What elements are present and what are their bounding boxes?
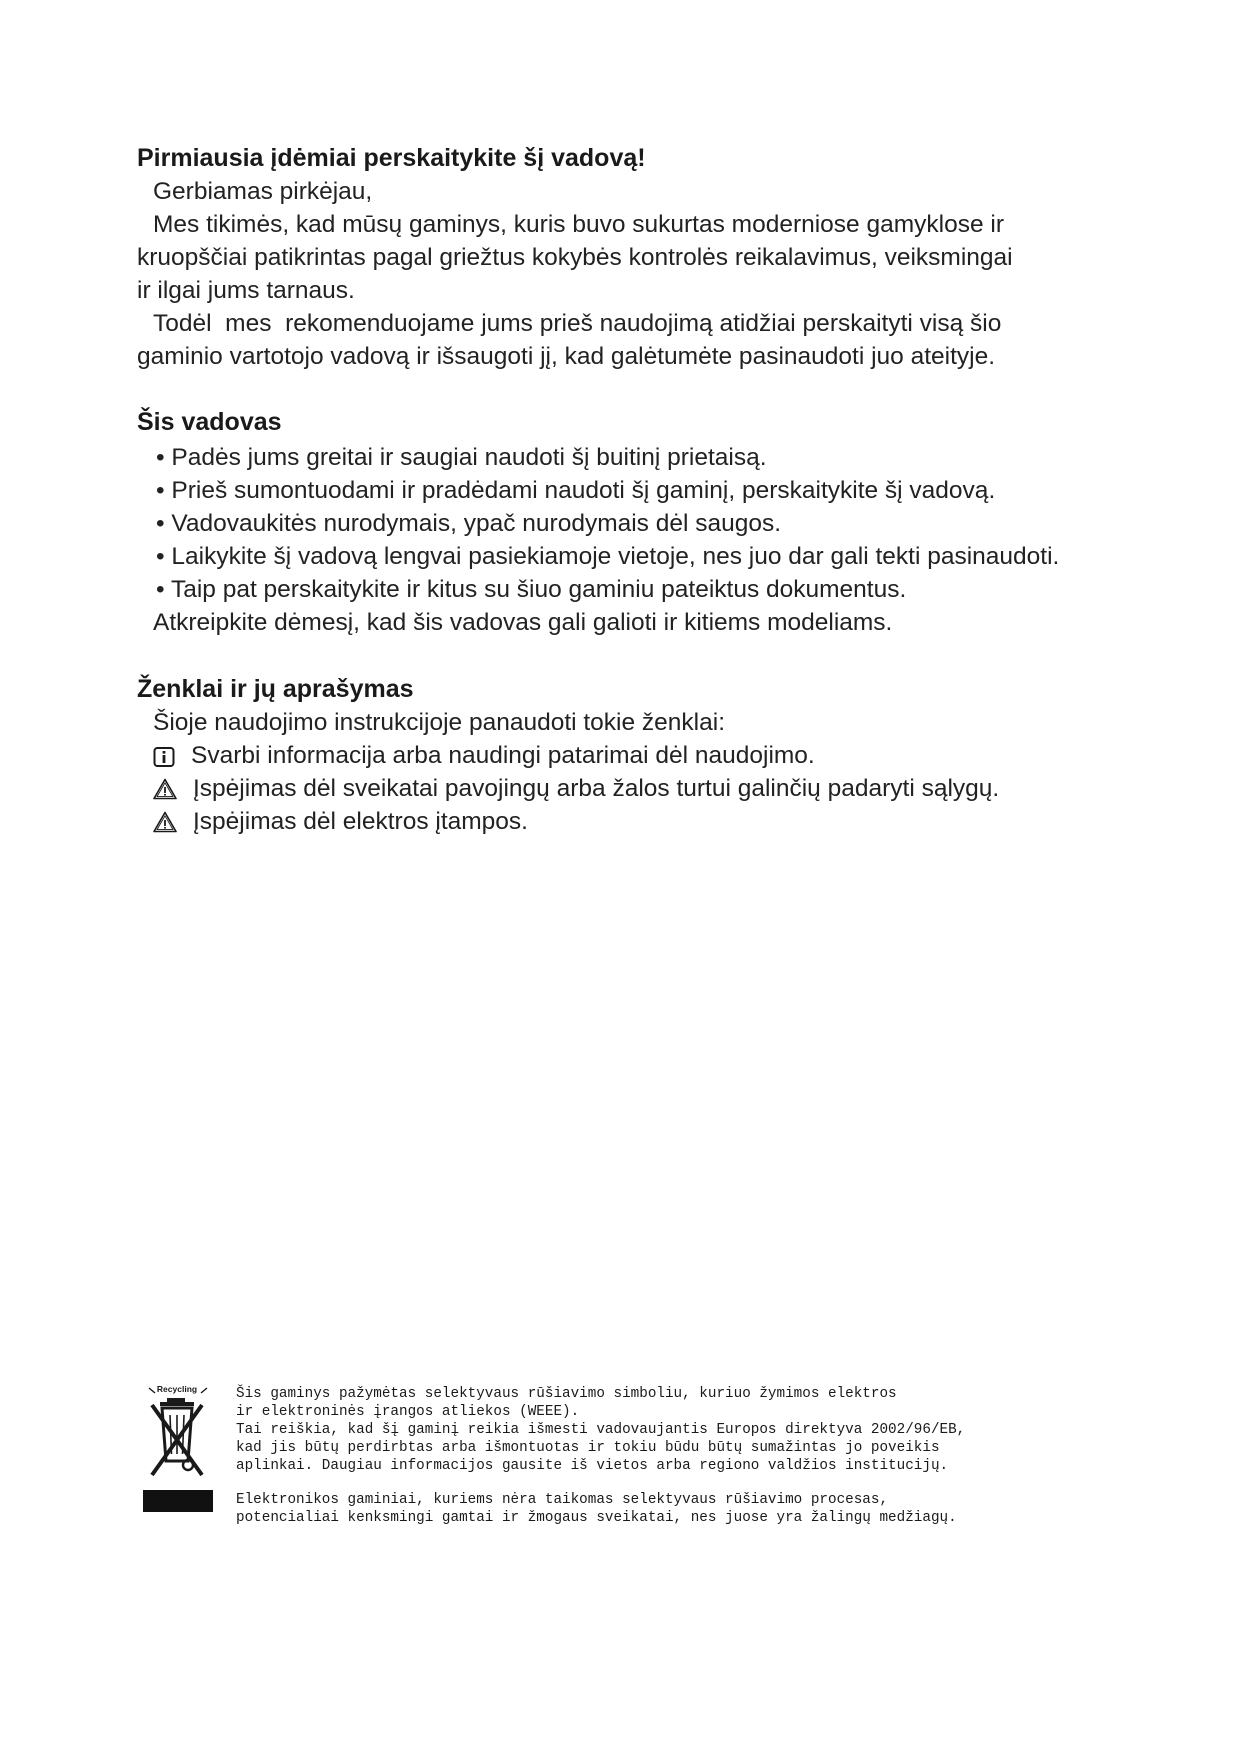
warning-triangle-icon: [153, 778, 177, 800]
intro-paragraph-line: gaminio vartotojo vadovą ir išsaugoti jį, kad galėtumėte pasinaudoti juo ateityje.: [137, 343, 996, 370]
manual-heading: Šis vadovas: [137, 408, 282, 436]
recycling-warning-line: Elektronikos gaminiai, kuriems nėra taikomas selektyvaus rūšiavimo procesas,: [236, 1492, 889, 1508]
manual-bullet: • Laikykite šį vadovą lengvai pasiekiamoje vietoje, nes juo dar gali tekti pasinaudoti.: [156, 543, 1060, 570]
manual-bullet: • Prieš sumontuodami ir pradėdami naudoti šį gaminį, perskaitykite šį vadovą.: [156, 477, 996, 504]
symbol-description: Įspėjimas dėl elektros įtampos.: [193, 808, 528, 835]
separate-collection-bar: [143, 1490, 213, 1512]
intro-heading: Pirmiausia įdėmiai perskaitykite šį vadovą!: [137, 144, 646, 172]
symbol-description: Svarbi informacija arba naudingi patarimai dėl naudojimo.: [191, 742, 815, 769]
intro-paragraph-line: Mes tikimės, kad mūsų gaminys, kuris buvo sukurtas moderniose gamyklose ir: [153, 211, 1005, 238]
recycling-text-line: ir elektroninės įrangos atliekos (WEEE).: [236, 1404, 580, 1420]
svg-text:Recycling: Recycling: [156, 1384, 198, 1394]
manual-bullet: • Padės jums greitai ir saugiai naudoti šį buitinį prietaisą.: [156, 444, 767, 471]
manual-bullet: • Vadovaukitės nurodymais, ypač nurodymais dėl saugos.: [156, 510, 782, 537]
intro-paragraph-line: Todėl mes rekomenduojame jums prieš naudojimą atidžiai perskaityti visą šio: [153, 310, 1002, 337]
recycling-text-line: Šis gaminys pažymėtas selektyvaus rūšiavimo simboliu, kuriuo žymimos elektros: [236, 1386, 897, 1402]
crossed-out-wheelie-bin-icon: [143, 1383, 213, 1483]
intro-paragraph-line: ir ilgai jums tarnaus.: [137, 277, 355, 304]
recycling-text-line: aplinkai. Daugiau informacijos gausite iš vietos arba regiono valdžios institucijų.: [236, 1458, 949, 1474]
recycling-warning-line: potencialiai kenksmingi gamtai ir žmogaus sveikatai, nes juose yra žalingų medžiagų.: [236, 1510, 957, 1526]
symbols-heading: Ženklai ir jų aprašymas: [137, 675, 414, 703]
symbols-intro: Šioje naudojimo instrukcijoje panaudoti tokie ženklai:: [153, 709, 726, 736]
manual-bullet: • Taip pat perskaitykite ir kitus su šiuo gaminiu pateiktus dokumentus.: [156, 576, 907, 603]
warning-triangle-icon: [153, 811, 177, 833]
recycling-text-line: kad jis būtų perdirbtas arba išmontuotas ir tokiu būdu būtų sumažintas jo poveikis: [236, 1440, 940, 1456]
symbol-description: Įspėjimas dėl sveikatai pavojingų arba žalos turtui galinčių padaryti sąlygų.: [193, 775, 1000, 802]
intro-paragraph-line: kruopščiai patikrintas pagal griežtus kokybės kontrolės reikalavimus, veiksmingai: [137, 244, 1013, 271]
greeting-text: Gerbiamas pirkėjau,: [153, 178, 373, 205]
recycling-text-line: Tai reiškia, kad šį gaminį reikia išmesti vadovaujantis Europos direktyva 2002/96/EB,: [236, 1422, 966, 1438]
manual-note: Atkreipkite dėmesį, kad šis vadovas gali galioti ir kitiems modeliams.: [153, 609, 893, 636]
info-icon: [153, 746, 175, 768]
